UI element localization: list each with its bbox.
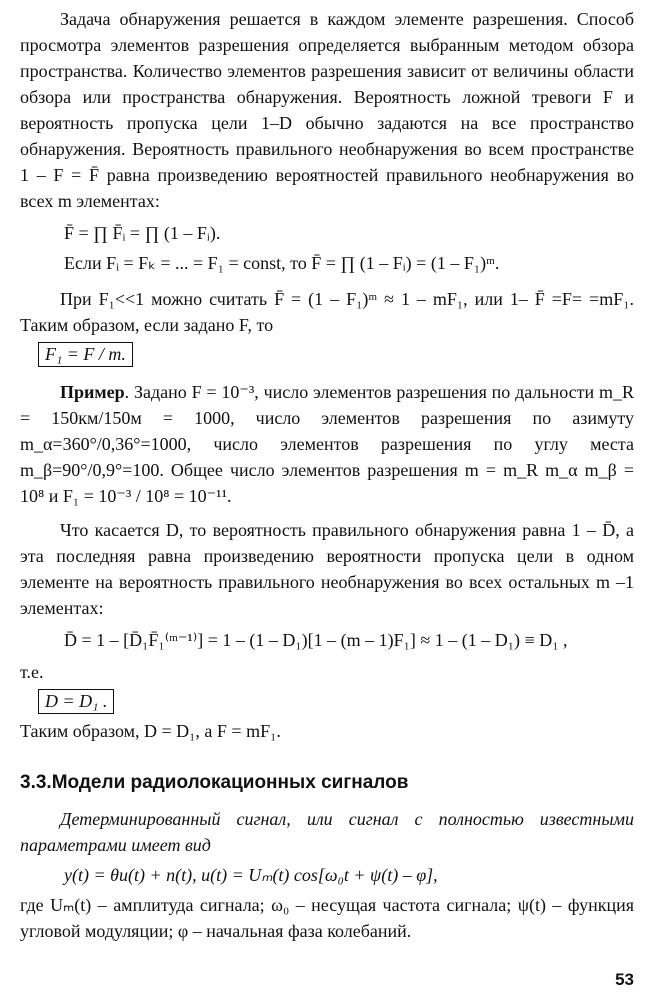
paragraph-example	[20, 379, 634, 509]
formula-d-bar-text: D̄ = 1 – [D̄₁F̄₁⁽ᵐ⁻¹⁾] = 1 – (1 – D₁)[1 – (m – 1)F₁] ≈ 1 – (1 – D₁) ≡ D₁ ,	[64, 630, 568, 650]
paragraph-small-f: При F₁<<1 можно считать F̄ = (1 – F₁)ᵐ ≈ 1 – mF₁, или 1– F̄ =F= =mF₁. Таким образом, если задано F, то	[20, 289, 634, 335]
boxed-formula-f1-text: F₁ = F / m.	[38, 342, 133, 367]
boxed-formula-f1	[20, 338, 634, 371]
formula-product-text: F̄ = ∏ F̄ᵢ = ∏ (1 – Fᵢ).	[64, 223, 221, 243]
paragraph-conclusion: Таким образом, D = D₁, а F = mF₁.	[20, 721, 281, 741]
paragraph-signal-params: где Uₘ(t) – амплитуда сигнала; ω₀ – несущая частота сигнала; ψ(t) – функция угловой модуляции; φ – начальная фаза колебаний.	[20, 895, 634, 941]
paragraph-detection-intro: Задача обнаружения решается в каждом элементе разрешения. Способ просмотра элементов разрешения определяется выбранным методом обзора пространства. Количество элементов разрешения зависит от величины области обзора или пространства обнаружения. Вероятность ложной тревоги F и вероятность пропуска цели 1–D обычно задаются на все пространство обнаружения. Вероятность правильного необнаружения во всем пространстве 1 – F = F̄ равна произведению вероятностей правильного необнаружения во всех m элементах:	[20, 9, 634, 211]
formula-signal-model	[64, 862, 634, 888]
formula-const-case	[64, 250, 634, 276]
example-text: . Задано F = 10⁻³, число элементов разрешения по дальности m_R = 150км/150м = 1000, число элементов разрешения по азимуту m_α=360°/0,36°=1000, число элементов разрешения по углу места m_β=90°/0,9°=100. Общее число элементов разрешения m = m_R m_α m_β = 10⁸ и F₁ = 10⁻³ / 10⁸ = 10⁻¹¹.	[20, 382, 634, 506]
boxed-formula-d	[20, 685, 634, 718]
document-page	[20, 6, 634, 944]
formula-signal-model-text: y(t) = θu(t) + n(t), u(t) = Uₘ(t) cos[ω₀t + ψ(t) – φ],	[64, 865, 438, 885]
boxed-formula-d-text: D = D₁ .	[38, 689, 114, 714]
formula-const-case-text: Если Fᵢ = Fₖ = ... = F₁ = const, то F̄ = ∏ (1 – Fᵢ) = (1 – F₁)ᵐ.	[64, 253, 500, 273]
text-te: т.е.	[20, 662, 44, 682]
formula-product	[64, 220, 634, 246]
section-heading: 3.3.Модели радиолокационных сигналов	[20, 772, 409, 793]
paragraph-detection-probability: Что касается D, то вероятность правильного обнаружения равна 1 – D̄, а эта последняя равна произведению вероятности пропуска цели в одном элементе на вероятность правильного необнаружения во всех остальных m –1 элементах:	[20, 520, 634, 618]
paragraph-deterministic-signal: Детерминированный сигнал, или сигнал с полностью известными параметрами имеет вид	[20, 809, 634, 855]
example-label: Пример	[60, 382, 125, 402]
formula-d-bar	[64, 627, 634, 653]
page-number: 53	[615, 970, 634, 989]
